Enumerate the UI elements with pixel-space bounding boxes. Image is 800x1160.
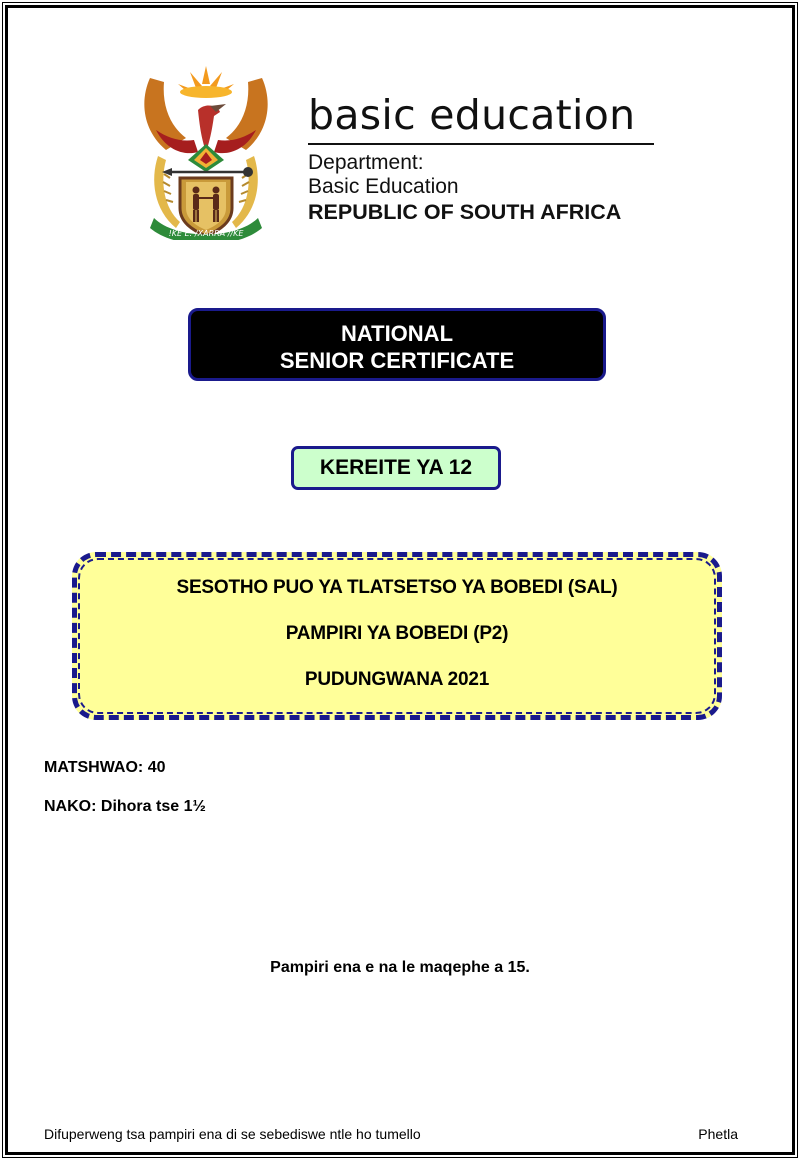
coat-of-arms-icon (136, 60, 276, 240)
certificate-line-1: NATIONAL (340, 321, 454, 346)
subject-info-box (72, 552, 722, 720)
exam-duration: NAKO: Dihora tse 1½ (44, 798, 206, 815)
certificate-line-2: SENIOR CERTIFICATE (279, 348, 515, 373)
grade-badge: KEREITE YA 12 (291, 446, 501, 490)
department-branding (308, 92, 658, 225)
department-name: Basic Education (308, 175, 459, 198)
department-label: Department: (308, 151, 424, 174)
certificate-title-box (188, 308, 606, 381)
subject-name: SESOTHO PUO YA TLATSETSO YA BOBEDI (SAL) (176, 577, 618, 598)
country-name: REPUBLIC OF SOUTH AFRICA (308, 200, 622, 224)
turn-over-label: Phetla (698, 1126, 738, 1142)
total-marks: MATSHWAO: 40 (44, 759, 166, 776)
brand-title: basic education (308, 91, 636, 139)
paper-number: PAMPIRI YA BOBEDI (P2) (285, 623, 509, 644)
svg-text:!KE E: /XARRA //KE: !KE E: /XARRA //KE (168, 229, 244, 238)
page-count-note: Pampiri ena e na le maqephe a 15. (270, 959, 530, 976)
copyright-notice: Difuperweng tsa pampiri ena di se sebediswe ntle ho tumello (44, 1126, 421, 1142)
exam-session: PUDUNGWANA 2021 (304, 669, 490, 690)
brand-divider (308, 143, 654, 145)
